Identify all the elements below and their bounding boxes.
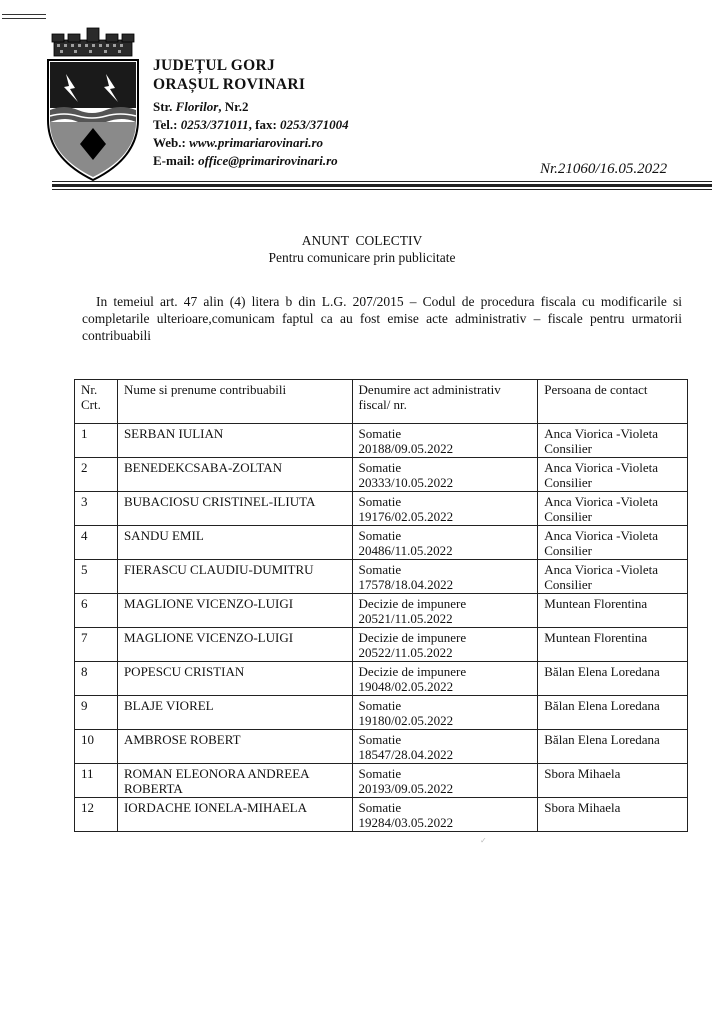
- contact-person-subline: Consilier: [544, 577, 592, 592]
- act-details: [352, 798, 538, 832]
- header-nr-crt: Nr. Crt.: [75, 380, 118, 424]
- row-number-line: 2: [81, 460, 88, 475]
- row-number-line: 12: [81, 800, 94, 815]
- contact-person: [538, 458, 688, 492]
- taxpayer-name: [117, 798, 352, 832]
- act-details: [352, 730, 538, 764]
- contact-person-line: Anca Viorica -Violeta: [544, 426, 658, 441]
- table-row: [75, 696, 688, 730]
- contact-person-line: Anca Viorica -Violeta: [544, 460, 658, 475]
- taxpayer-name-line: POPESCU CRISTIAN: [123, 664, 245, 679]
- web-line: Web.: www.primariarovinari.ro: [153, 135, 324, 150]
- taxpayer-name-line: BUBACIOSU CRISTINEL-ILIUTA: [123, 494, 316, 509]
- row-number: [75, 458, 118, 492]
- row-number-line: 11: [81, 766, 94, 781]
- contact-person-line: Bălan Elena Loredana: [544, 732, 660, 747]
- taxpayer-name-line: BENEDEKCSABA-ZOLTAN: [123, 460, 283, 475]
- act-details-line: Decizie de impunere: [358, 630, 467, 645]
- contact-person-line: Anca Viorica -Violeta: [544, 494, 658, 509]
- taxpayers-table: [74, 379, 688, 832]
- table-row: [75, 662, 688, 696]
- act-details-line: Decizie de impunere: [358, 664, 467, 679]
- contact-person: [538, 560, 688, 594]
- taxpayer-name: [117, 492, 352, 526]
- row-number-line: 1: [81, 426, 88, 441]
- address-line: Str. Florilor, Nr.2: [153, 99, 249, 114]
- table-row: [75, 526, 688, 560]
- taxpayer-name: [117, 696, 352, 730]
- row-number-line: 3: [81, 494, 88, 509]
- registration-number: Nr.21060/16.05.2022: [540, 161, 668, 177]
- contact-person: [538, 662, 688, 696]
- announcement-title: ANUNT COLECTIV: [301, 233, 423, 248]
- row-number: [75, 764, 118, 798]
- act-details-line: Somatie: [358, 494, 402, 509]
- act-details-line: Somatie: [358, 562, 402, 577]
- taxpayer-name: [117, 458, 352, 492]
- act-details-line: Somatie: [358, 528, 402, 543]
- table-row: [75, 560, 688, 594]
- contact-person: [538, 696, 688, 730]
- announcement-subtitle: Pentru comunicare prin publicitate: [268, 250, 456, 265]
- row-number: [75, 594, 118, 628]
- fax-number: 0253/371004: [280, 117, 349, 132]
- act-details-subline: 20333/10.05.2022: [358, 475, 454, 490]
- act-details-line: Somatie: [358, 460, 402, 475]
- contact-person-subline: Consilier: [544, 441, 592, 456]
- table-row: [75, 764, 688, 798]
- contact-person-line: Muntean Florentina: [544, 596, 648, 611]
- email-line: E-mail: office@primarirovinari.ro: [153, 153, 338, 168]
- row-number: [75, 526, 118, 560]
- phone-number: 0253/371011: [180, 117, 249, 132]
- taxpayer-name-line: FIERASCU CLAUDIU-DUMITRU: [123, 562, 314, 577]
- act-details-subline: 20521/11.05.2022: [358, 611, 453, 626]
- act-details-subline: 20193/09.05.2022: [358, 781, 454, 796]
- contact-person: [538, 526, 688, 560]
- act-details-subline: 19284/03.05.2022: [358, 815, 454, 830]
- act-details: [352, 526, 538, 560]
- taxpayer-name: [117, 730, 352, 764]
- taxpayer-name-line: BLAJE VIOREL: [123, 698, 214, 713]
- row-number-line: 10: [81, 732, 94, 747]
- row-number: [75, 798, 118, 832]
- taxpayer-name-line: IORDACHE IONELA-MIHAELA: [123, 800, 308, 815]
- act-details: [352, 628, 538, 662]
- act-details-subline: 18547/28.04.2022: [358, 747, 454, 762]
- row-number: [75, 560, 118, 594]
- contact-person-line: Bălan Elena Loredana: [544, 698, 660, 713]
- act-details-subline: 19180/02.05.2022: [358, 713, 454, 728]
- contact-person-subline: Consilier: [544, 475, 592, 490]
- act-details-line: Somatie: [358, 698, 402, 713]
- act-details-line: Decizie de impunere: [358, 596, 467, 611]
- act-details: [352, 662, 538, 696]
- table-row: [75, 492, 688, 526]
- contact-person-line: Bălan Elena Loredana: [544, 664, 660, 679]
- row-number-line: 6: [81, 596, 88, 611]
- row-number: [75, 492, 118, 526]
- table-row: [75, 730, 688, 764]
- act-details: [352, 696, 538, 730]
- website-link[interactable]: www.primariarovinari.ro: [189, 135, 324, 150]
- taxpayer-name: [117, 424, 352, 458]
- taxpayer-name: [117, 628, 352, 662]
- row-number-line: 5: [81, 562, 88, 577]
- act-details: [352, 560, 538, 594]
- phone-line: Tel.: 0253/371011, fax: 0253/371004: [153, 117, 349, 132]
- act-details-subline: 19048/02.05.2022: [358, 679, 454, 694]
- act-details-subline: 20486/11.05.2022: [358, 543, 453, 558]
- county-name: JUDEȚUL GORJ: [153, 57, 276, 74]
- table-header-row: [75, 380, 688, 424]
- act-details-line: Somatie: [358, 800, 402, 815]
- row-number-line: 8: [81, 664, 88, 679]
- row-number-line: 4: [81, 528, 88, 543]
- act-details: [352, 424, 538, 458]
- table-row: [75, 458, 688, 492]
- contact-person: [538, 798, 688, 832]
- act-details: [352, 458, 538, 492]
- act-details-subline: 17578/18.04.2022: [358, 577, 454, 592]
- table-row: [75, 798, 688, 832]
- row-number-line: 7: [81, 630, 88, 645]
- corner-scan-mark: [2, 14, 46, 19]
- contact-person: [538, 492, 688, 526]
- taxpayer-name-line: MAGLIONE VICENZO-LUIGI: [123, 596, 294, 611]
- taxpayer-name-line: ROMAN ELEONORA ANDREEA ROBERTA: [123, 766, 309, 796]
- act-details-line: Somatie: [358, 426, 402, 441]
- taxpayer-name-line: SANDU EMIL: [123, 528, 204, 543]
- act-details: [352, 764, 538, 798]
- row-number: [75, 628, 118, 662]
- taxpayer-name: [117, 560, 352, 594]
- intro-paragraph: In temeiul art. 47 alin (4) litera b din L.G. 207/2015 – Codul de procedura fiscala cu modificarile si completarile ulterioare,comunicam faptul ca au fost emise acte administrativ – fiscale pentru urmatorii contribuabili: [82, 294, 682, 343]
- table-row: [75, 424, 688, 458]
- contact-person-subline: Consilier: [544, 509, 592, 524]
- act-details-subline: 19176/02.05.2022: [358, 509, 454, 524]
- taxpayer-name-line: MAGLIONE VICENZO-LUIGI: [123, 630, 294, 645]
- contact-person: [538, 628, 688, 662]
- taxpayer-name-line: AMBROSE ROBERT: [123, 732, 241, 747]
- email-link[interactable]: office@primarirovinari.ro: [198, 153, 338, 168]
- row-number: [75, 696, 118, 730]
- scan-speck: ✓: [480, 836, 487, 845]
- act-details: [352, 492, 538, 526]
- act-details-line: Somatie: [358, 732, 402, 747]
- header-rule-thin-bottom: [52, 189, 712, 190]
- announcement-title-block: [0, 232, 724, 266]
- row-number: [75, 730, 118, 764]
- contact-person-line: Sbora Mihaela: [544, 800, 621, 815]
- contact-person: [538, 594, 688, 628]
- row-number-line: 9: [81, 698, 88, 713]
- taxpayers-table-body: [75, 424, 688, 832]
- header-contact-person: Persoana de contact: [538, 380, 688, 424]
- contact-person-line: Anca Viorica -Violeta: [544, 562, 658, 577]
- row-number: [75, 662, 118, 696]
- taxpayer-name: [117, 526, 352, 560]
- contact-person-line: Sbora Mihaela: [544, 766, 621, 781]
- act-details: [352, 594, 538, 628]
- institution-header: [153, 56, 349, 170]
- taxpayer-name: [117, 662, 352, 696]
- table-row: [75, 594, 688, 628]
- act-details-line: Somatie: [358, 766, 402, 781]
- header-taxpayer-name: Nume si prenume contribuabili: [117, 380, 352, 424]
- contact-person-line: Anca Viorica -Violeta: [544, 528, 658, 543]
- contact-person-subline: Consilier: [544, 543, 592, 558]
- taxpayer-name-line: SERBAN IULIAN: [123, 426, 224, 441]
- header-act-name: Denumire act administrativ fiscal/ nr.: [352, 380, 538, 424]
- taxpayer-name: [117, 594, 352, 628]
- contact-person: [538, 424, 688, 458]
- contact-person-line: Muntean Florentina: [544, 630, 648, 645]
- town-name: ORAȘUL ROVINARI: [153, 76, 306, 93]
- contact-person: [538, 764, 688, 798]
- act-details-subline: 20522/11.05.2022: [358, 645, 453, 660]
- taxpayer-name: [117, 764, 352, 798]
- act-details-subline: 20188/09.05.2022: [358, 441, 454, 456]
- header-rule-thin-top: [52, 181, 712, 182]
- row-number: [75, 424, 118, 458]
- contact-person: [538, 730, 688, 764]
- street-name: Florilor: [175, 99, 219, 114]
- rovinari-coat-of-arms: [44, 24, 142, 184]
- table-row: [75, 628, 688, 662]
- header-rule-thick: [52, 184, 712, 187]
